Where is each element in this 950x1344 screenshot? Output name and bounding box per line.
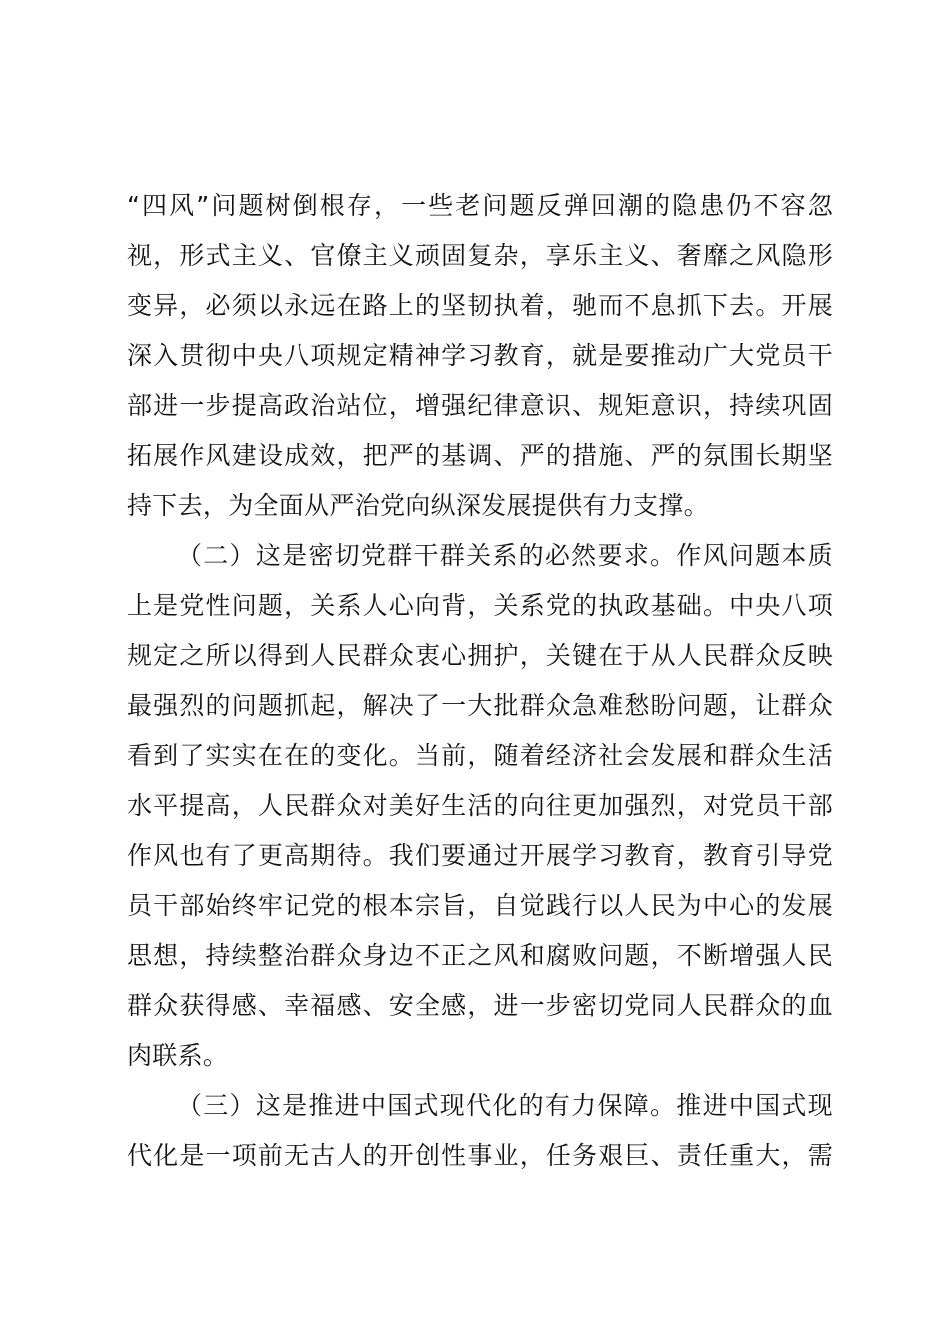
- paragraph-2-line: 思想，持续整治群众身边不正之风和腐败问题，不断增强人民: [127, 941, 833, 970]
- paragraph-2-line: 作风也有了更高期待。我们要通过开展学习教育，教育引导党: [127, 841, 833, 870]
- paragraph-2: [127, 531, 833, 1081]
- paragraph-1-line: 深入贯彻中央八项规定精神学习教育，就是要推动广大党员干: [127, 341, 833, 370]
- paragraph-2-heading-line: （二）这是密切党群干群关系的必然要求。作风问题本质: [177, 541, 833, 570]
- paragraph-2-line: 肉联系。: [127, 1041, 229, 1070]
- paragraph-2-line: 水平提高，人民群众对美好生活的向往更加强烈，对党员干部: [127, 791, 833, 820]
- paragraph-1-line: 拓展作风建设成效，把严的基调、严的措施、严的氛围长期坚: [127, 441, 833, 470]
- paragraph-1-line: 视，形式主义、官僚主义顽固复杂，享乐主义、奢靡之风隐形: [127, 241, 833, 270]
- paragraph-1-line: “四风”问题树倒根存，一些老问题反弹回潮的隐患仍不容忽: [127, 191, 833, 220]
- paragraph-2-line: 上是党性问题，关系人心向背，关系党的执政基础。中央八项: [127, 591, 833, 620]
- paragraph-1-line: 持下去，为全面从严治党向纵深发展提供有力支撑。: [127, 491, 709, 520]
- paragraph-2-line: 群众获得感、幸福感、安全感，进一步密切党同人民群众的血: [127, 991, 833, 1020]
- paragraph-3-line: 代化是一项前无古人的开创性事业，任务艰巨、责任重大，需: [127, 1141, 833, 1170]
- paragraph-1-line: 变异，必须以永远在路上的坚韧执着，驰而不息抓下去。开展: [127, 291, 833, 320]
- paragraph-2-line: 最强烈的问题抓起，解决了一大批群众急难愁盼问题，让群众: [127, 691, 833, 720]
- paragraph-2-line: 看到了实实在在的变化。当前，随着经济社会发展和群众生活: [127, 741, 833, 770]
- paragraph-1-line: 部进一步提高政治站位，增强纪律意识、规矩意识，持续巩固: [127, 391, 833, 420]
- paragraph-3: [127, 1081, 833, 1181]
- paragraph-1: [127, 181, 833, 531]
- paragraph-2-line: 规定之所以得到人民群众衷心拥护，关键在于从人民群众反映: [127, 641, 833, 670]
- paragraph-3-heading-line: （三）这是推进中国式现代化的有力保障。推进中国式现: [177, 1091, 833, 1120]
- paragraph-2-line: 员干部始终牢记党的根本宗旨，自觉践行以人民为中心的发展: [127, 891, 833, 920]
